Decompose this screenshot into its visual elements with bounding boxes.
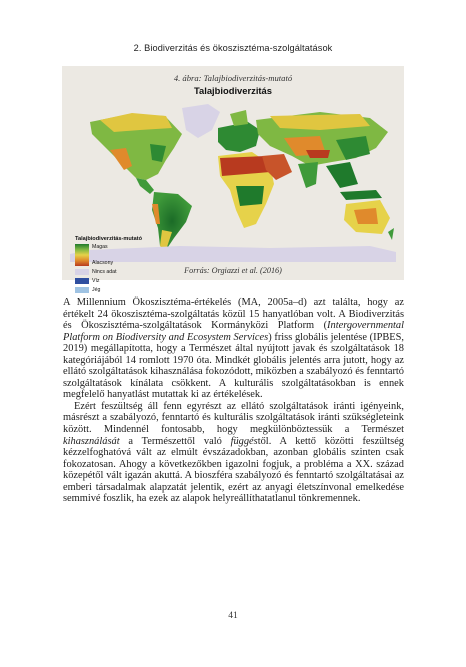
legend-no-data-label: Nincs adat bbox=[92, 269, 117, 275]
legend-low-label: Alacsony bbox=[92, 260, 114, 266]
map-legend bbox=[75, 236, 185, 293]
body-text bbox=[63, 297, 404, 505]
running-header: 2. Biodiverzitás és ökoszisztéma-szolgáltatások bbox=[133, 43, 333, 53]
p1-text-c: ) friss globális jelentése (IPBES, 2019) megállapította, hogy a Természet által nyújtott javak és szolgáltatások 18 kategóriájából 14 romlott 1970 óta. Mindkét globális jelentés arra jutott, hogy az ellátó szolgáltatások kihasználása fokozódott, miközben a szabályozó és fenntartó szolgáltatások kínálata csökkent. A kulturális szolgáltatásokban is ennek megfelelő hanyatlást mutattak ki az értékelések. bbox=[63, 331, 404, 401]
p2-text-e: től. A kettő közötti feszültség kézzelfoghatóvá vált az elmúlt évszázadokban, azonban globális szinten csak fokozatosan. Ahogy a következőkben igazolni fogjuk, a probléma a XX. század közepétől vált igazán akuttá. A bioszféra szabályozó és fenntartó szolgáltatásai az emberi társadalmak alapzatát jelentik, ezért az anyagi életszínvonal emelkedése semmivé foszlik, ha ezek az alapok helyreállíthatatlanul tönkremennek. bbox=[63, 435, 404, 505]
legend-gradient bbox=[75, 244, 185, 266]
legend-item-ice bbox=[75, 287, 185, 293]
p1-text-a: A Millennium Ökoszisztéma-értékelés (MA, 2005a–d) azt találta, hogy az értékelt 24 ökoszisztéma-szolgáltatás közül 15 hanyatlóban volt. A Biodiverzitás és Ökoszisztéma-szolgáltatások Kormányközi Platform ( bbox=[63, 297, 404, 332]
map-title: Talajbiodiverzitás bbox=[194, 85, 272, 96]
legend-item-water bbox=[75, 278, 185, 284]
p2-text-a: Ezért feszültség áll fenn egyrészt az ellátó szolgáltatások iránti igényeink, másrészt a szabályozó, fenntartó és kulturális szolgáltatások iránti szükségleteink között. Mindennél fontosabb, hogy megkülönböztessük a Természet bbox=[63, 400, 404, 436]
p2-text-dependence: függés bbox=[230, 435, 258, 447]
figure-caption: 4. ábra: Talajbiodiverzitás-mutató bbox=[173, 73, 293, 83]
p2-text-exploitation: kihasználását bbox=[63, 435, 120, 447]
legend-swatch-ice bbox=[75, 287, 89, 293]
legend-ice-label: Jég bbox=[92, 287, 101, 293]
figure-source: Forrás: Orgiazzi et al. (2016) bbox=[184, 266, 282, 275]
page-number: 41 bbox=[228, 611, 238, 621]
paragraph-1 bbox=[63, 297, 404, 401]
legend-water-label: Víz bbox=[92, 278, 100, 284]
legend-high-label: Magas bbox=[92, 244, 108, 250]
legend-title: Talajbiodiverzitás-mutató bbox=[75, 236, 143, 242]
p2-text-c: a Természettől való bbox=[119, 435, 231, 447]
legend-swatch-water bbox=[75, 278, 89, 284]
himalaya bbox=[306, 150, 330, 158]
legend-gradient-bar bbox=[75, 244, 89, 266]
central-africa bbox=[236, 186, 264, 206]
p1-text-ipbes-name: Intergovernmental Platform on Biodiversity and Ecosystem Services bbox=[63, 320, 404, 343]
australia-center bbox=[354, 208, 378, 224]
figure-soil-biodiversity bbox=[62, 66, 404, 293]
paragraph-2 bbox=[63, 401, 404, 505]
